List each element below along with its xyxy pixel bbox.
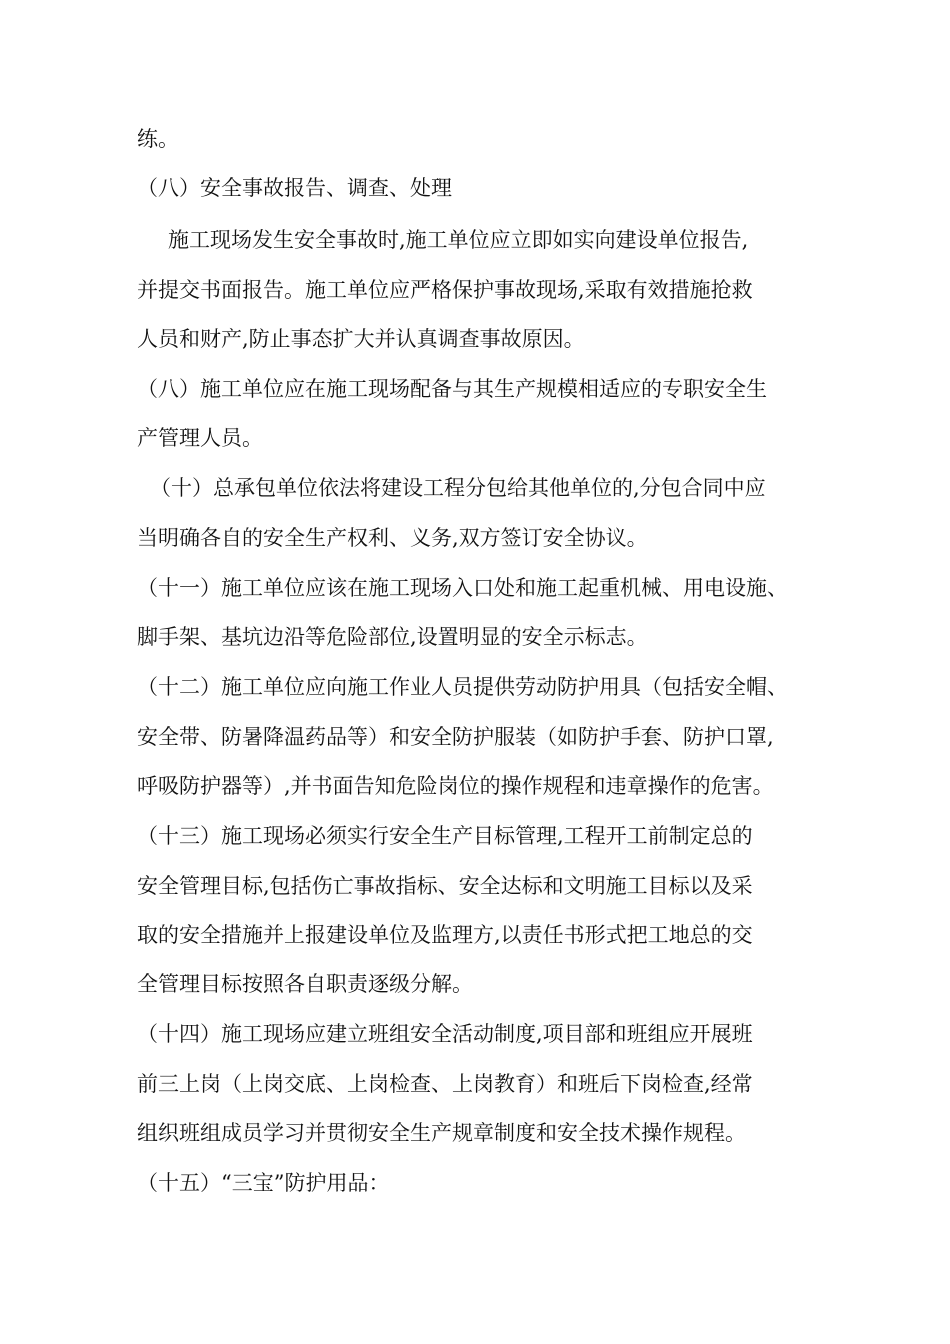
text-line: （十一）施工单位应该在施工现场入口处和施工起重机械、用电设施、 <box>137 576 788 600</box>
text-line: 当明确各自的安全生产权利、义务,双方签订安全协议。 <box>137 526 648 550</box>
text-line: 安全管理目标,包括伤亡事故指标、安全达标和文明施工目标以及采 <box>137 874 753 898</box>
text-line: （八）施工单位应在施工现场配备与其生产规模相适应的专职安全生 <box>137 377 767 401</box>
text-line: 人员和财产,防止事态扩大并认真调查事故原因。 <box>137 327 585 351</box>
text-line: 脚手架、基坑边沿等危险部位,设置明显的安全示标志。 <box>137 625 648 649</box>
text-line: 安全带、防暑降温药品等）和安全防护服装（如防护手套、防护口罩, <box>137 725 774 749</box>
text-line: 呼吸防护器等）,并书面告知危险岗位的操作规程和违章操作的危害。 <box>137 774 774 798</box>
text-line: （十四）施工现场应建立班组安全活动制度,项目部和班组应开展班 <box>137 1022 753 1046</box>
text-line: （十）总承包单位依法将建设工程分包给其他单位的,分包合同中应 <box>150 476 766 500</box>
text-line: 前三上岗（上岗交底、上岗检查、上岗教育）和班后下岗检查,经常 <box>137 1072 753 1096</box>
text-line: 练。 <box>137 127 179 151</box>
text-line: 全管理目标按照各自职责逐级分解。 <box>137 972 473 996</box>
text-line: （十二）施工单位应向施工作业人员提供劳动防护用具（包括安全帽、 <box>137 675 788 699</box>
text-line: 组织班组成员学习并贯彻安全生产规章制度和安全技术操作规程。 <box>137 1121 746 1145</box>
text-line: 取的安全措施并上报建设单位及监理方,以责任书形式把工地总的交 <box>137 923 753 947</box>
text-line: 施工现场发生安全事故时,施工单位应立即如实向建设单位报告, <box>168 228 749 252</box>
text-line: 产管理人员。 <box>137 426 263 450</box>
section-heading: （八）安全事故报告、调查、处理 <box>137 176 452 200</box>
text-line: （十三）施工现场必须实行安全生产目标管理,工程开工前制定总的 <box>137 824 753 848</box>
text-line: （十五）“三宝”防护用品： <box>137 1171 390 1195</box>
text-line: 并提交书面报告。施工单位应严格保护事故现场,采取有效措施抢救 <box>137 278 753 302</box>
